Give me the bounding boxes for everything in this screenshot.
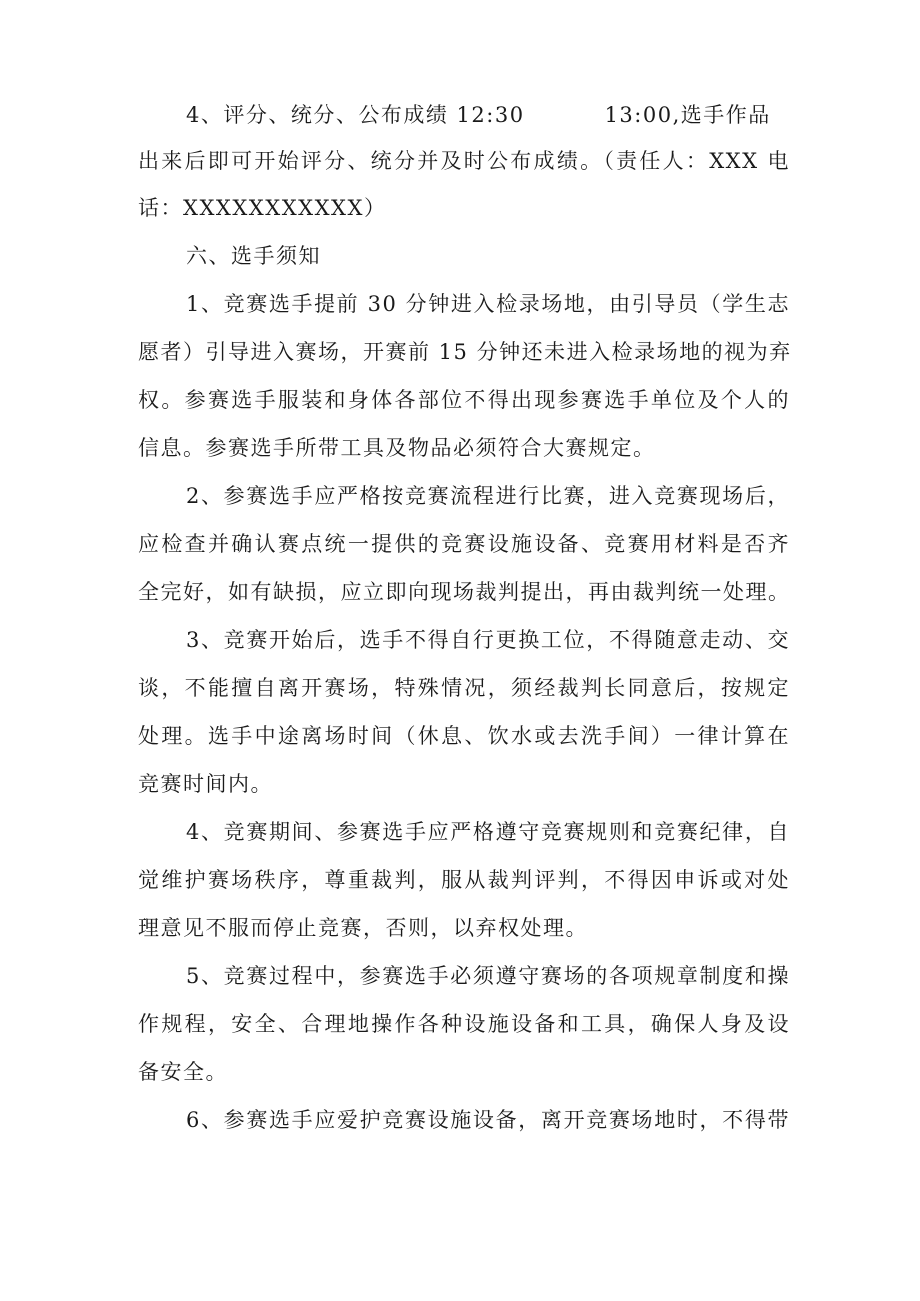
text-line: 5、竞赛过程中，参赛选手必须遵守赛场的各项规章制度和操	[186, 964, 790, 988]
text-line: 全完好，如有缺损，应立即向现场裁判提出，再由裁判统一处理。	[138, 580, 791, 604]
text-line: 备安全。	[138, 1060, 228, 1084]
text-line: 2、参赛选手应严格按竞赛流程进行比赛，进入竞赛现场后，	[186, 484, 790, 508]
text-line: 竞赛时间内。	[138, 772, 273, 796]
scoring-item-time-end: 13:00,选手作品	[604, 103, 771, 127]
text-line: 权。参赛选手服装和身体各部位不得出现参赛选手单位及个人的	[138, 388, 790, 412]
text-line: 3、竞赛开始后，选手不得自行更换工位，不得随意走动、交	[186, 628, 790, 652]
text-line: 理意见不服而停止竞赛，否则，以弃权处理。	[138, 916, 588, 940]
text-line: 4、竞赛期间、参赛选手应严格遵守竞赛规则和竞赛纪律，自	[186, 820, 790, 844]
text-line: 话：XXXXXXXXXXX）	[138, 196, 387, 220]
text-line: 出来后即可开始评分、统分并及时公布成绩。（责任人：XXX 电	[138, 149, 790, 173]
text-line: 1、竞赛选手提前 30 分钟进入检录场地，由引导员（学生志	[186, 292, 790, 316]
text-line: 谈，不能擅自离开赛场，特殊情况，须经裁判长同意后，按规定	[138, 676, 790, 700]
scoring-item-text: 4、评分、统分、公布成绩 12:30	[186, 103, 525, 127]
text-line: 6、参赛选手应爱护竞赛设施设备，离开竞赛场地时，不得带	[186, 1108, 790, 1132]
text-line: 觉维护赛场秩序，尊重裁判，服从裁判评判，不得因申诉或对处	[138, 868, 790, 892]
text-line: 应检查并确认赛点统一提供的竞赛设施设备、竞赛用材料是否齐	[138, 532, 790, 556]
text-line: 信息。参赛选手所带工具及物品必须符合大赛规定。	[138, 436, 656, 460]
text-line: 作规程，安全、合理地操作各种设施设备和工具，确保人身及设	[138, 1012, 790, 1036]
text-line: 愿者）引导进入赛场，开赛前 15 分钟还未进入检录场地的视为弃	[138, 340, 792, 364]
text-line: 处理。选手中途离场时间（休息、饮水或去洗手间）一律计算在	[138, 724, 790, 748]
scoring-item-line	[138, 100, 790, 130]
section-heading: 六、选手须知	[186, 244, 321, 268]
